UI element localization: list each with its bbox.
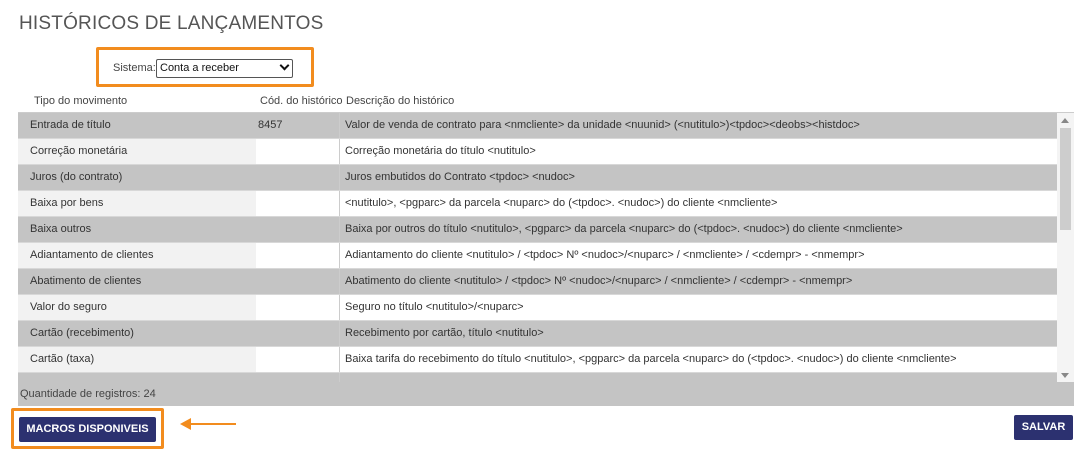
table-row[interactable] (18, 191, 1057, 217)
cell-cod[interactable] (256, 191, 340, 216)
vertical-scrollbar[interactable] (1057, 113, 1074, 382)
cell-desc[interactable]: <nutitulo>, <pgparc> da parcela <nuparc> do (<tpdoc>. <nudoc>) do cliente <nmcliente> (340, 191, 1057, 216)
cell-desc[interactable]: Valor de venda de contrato para <nmcliente> da unidade <nuunid> (<nutitulo>)<tpdoc><deobs><histdoc> (340, 113, 1057, 138)
arrow-left-icon (180, 422, 235, 426)
table-row[interactable] (18, 113, 1057, 139)
cell-cod[interactable] (256, 217, 340, 242)
macros-button[interactable]: MACROS DISPONIVEIS (19, 417, 156, 442)
column-header-tipo: Tipo do movimento (34, 95, 128, 107)
cell-tipo: Baixa outros (18, 217, 256, 242)
cell-tipo: Valor do seguro (18, 295, 256, 320)
cell-tipo: Juros (do contrato) (18, 165, 256, 190)
cell-desc[interactable]: Recebimento por cartão, título <nutitulo> (340, 321, 1057, 346)
scroll-up-arrow-icon[interactable] (1061, 118, 1069, 123)
cell-desc[interactable]: Adiantamento do cliente <nutitulo> / <tpdoc> Nº <nudoc>/<nuparc> / <nmcliente> / <cdempr> - <nmempr> (340, 243, 1057, 268)
cell-cod[interactable] (256, 139, 340, 164)
table-row[interactable] (18, 347, 1057, 373)
cell-cod[interactable] (256, 321, 340, 346)
column-header-descricao: Descrição do histórico (346, 95, 455, 107)
save-button[interactable]: SALVAR (1014, 415, 1073, 440)
cell-tipo: Abatimento de clientes (18, 269, 256, 294)
table-row[interactable] (18, 165, 1057, 191)
cell-tipo: Correção monetária (18, 139, 256, 164)
table-row[interactable] (18, 269, 1057, 295)
sistema-label: Sistema: (113, 62, 156, 74)
cell-tipo: Baixa por bens (18, 191, 256, 216)
historicos-grid (18, 112, 1074, 382)
column-header-cod: Cód. do histórico (260, 95, 343, 107)
sistema-filter-highlight (96, 47, 314, 87)
table-row[interactable] (18, 321, 1057, 347)
table-row[interactable] (18, 139, 1057, 165)
chevron-down-icon (280, 61, 290, 71)
cell-cod[interactable] (256, 269, 340, 294)
cell-tipo: Entrada de título (18, 113, 256, 138)
sistema-select[interactable] (156, 59, 293, 78)
record-count: Quantidade de registros: 24 (18, 382, 1074, 406)
table-row[interactable] (18, 243, 1057, 269)
cell-desc[interactable]: Baixa por outros do título <nutitulo>, <pgparc> da parcela <nuparc> do (<tpdoc>. <nudoc>) do cliente <nmcliente> (340, 217, 1057, 242)
macros-highlight (11, 408, 164, 449)
cell-desc[interactable]: Abatimento do cliente <nutitulo> / <tpdoc> Nº <nudoc>/<nuparc> / <nmcliente> / <cdempr> - <nmempr> (340, 269, 1057, 294)
cell-desc[interactable]: Juros embutidos do Contrato <tpdoc> <nudoc> (340, 165, 1057, 190)
sistema-select-value: Conta a receber (160, 62, 239, 74)
cell-cod[interactable] (256, 295, 340, 320)
cell-tipo: Adiantamento de clientes (18, 243, 256, 268)
cell-cod[interactable] (256, 165, 340, 190)
scroll-down-arrow-icon[interactable] (1061, 373, 1069, 378)
cell-tipo: Cartão (taxa) (18, 347, 256, 372)
cell-desc[interactable]: Correção monetária do título <nutitulo> (340, 139, 1057, 164)
cell-tipo: Cartão (recebimento) (18, 321, 256, 346)
scroll-thumb[interactable] (1060, 128, 1071, 230)
cell-desc[interactable]: Seguro no título <nutitulo>/<nuparc> (340, 295, 1057, 320)
cell-cod[interactable]: 8457 (256, 113, 340, 138)
cell-cod[interactable] (256, 243, 340, 268)
table-row[interactable] (18, 295, 1057, 321)
table-row[interactable] (18, 217, 1057, 243)
cell-desc[interactable]: Baixa tarifa do recebimento do título <nutitulo>, <pgparc> da parcela <nuparc> do (<tpdoc>. <nudoc>) do cliente <nmcliente> (340, 347, 1057, 372)
cell-cod[interactable] (256, 347, 340, 372)
table-row-partial[interactable] (18, 373, 1057, 382)
page-title: HISTÓRICOS DE LANÇAMENTOS (19, 13, 324, 34)
